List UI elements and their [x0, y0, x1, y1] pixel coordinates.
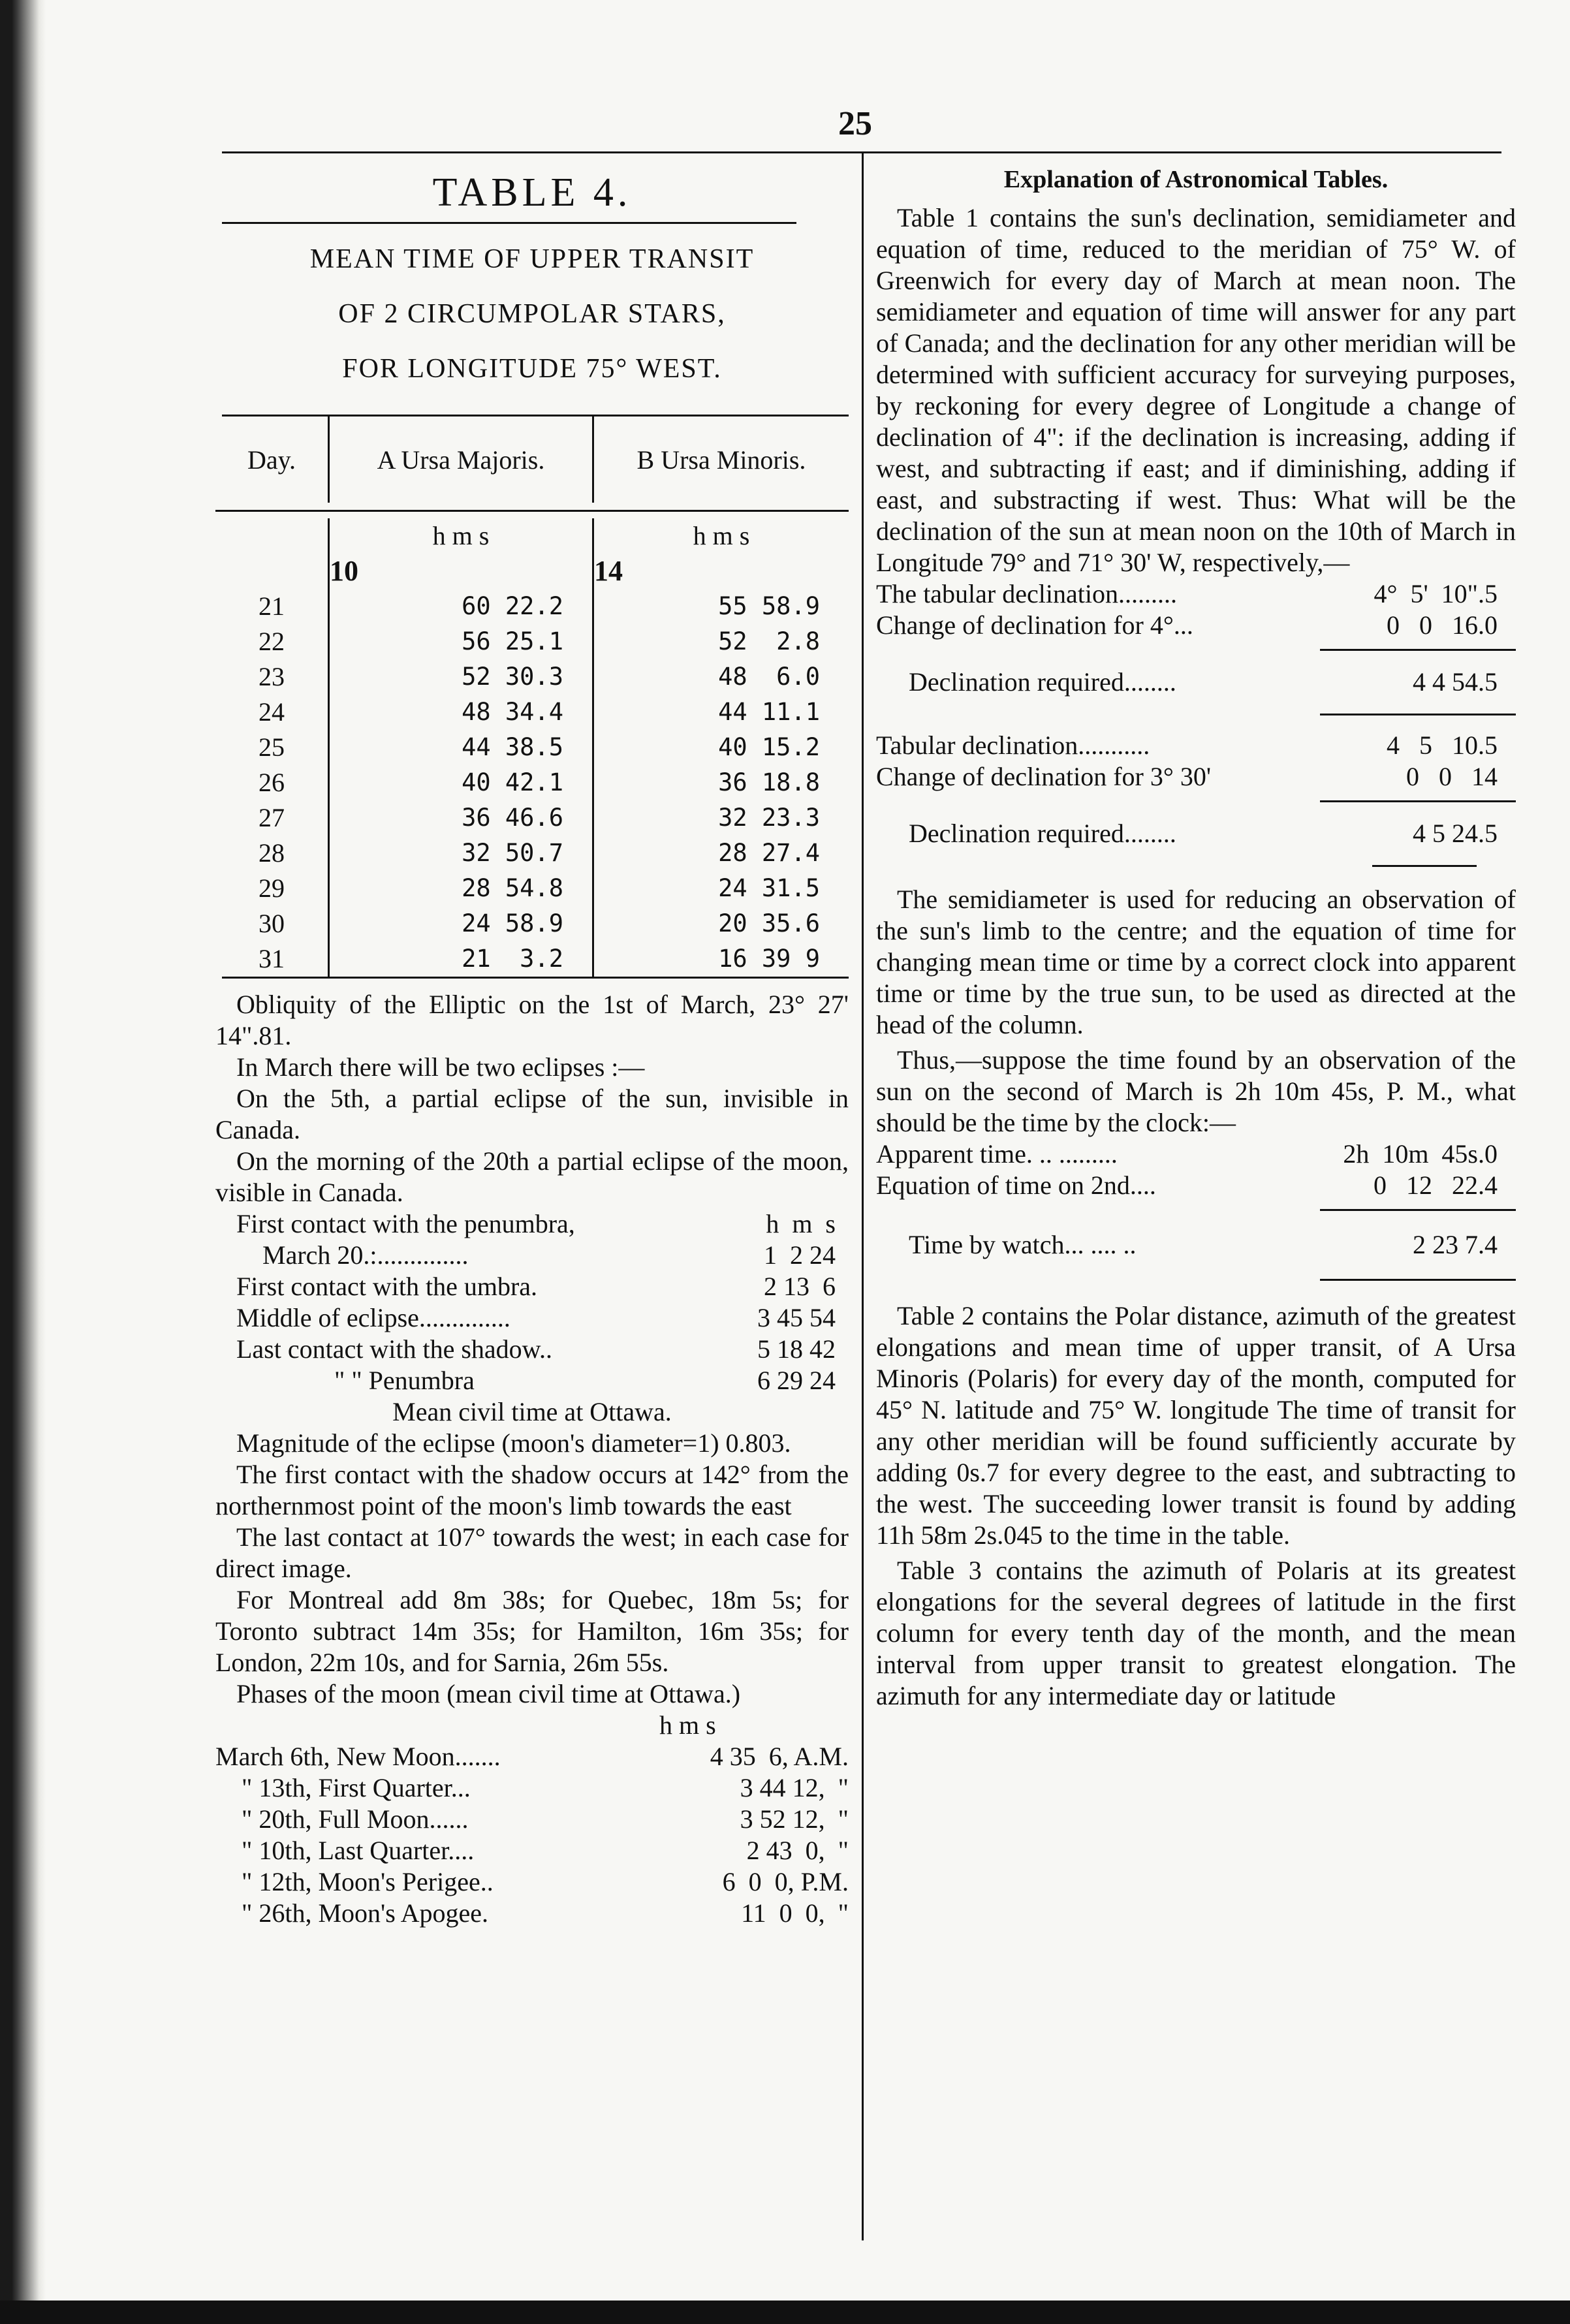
- line-value: 0 12 22.4: [1374, 1170, 1498, 1200]
- line-label: " 20th, Full Moon......: [242, 1804, 469, 1834]
- civil-time-note: Mean civil time at Ottawa.: [392, 1397, 672, 1426]
- line-label: March 20.:..............: [262, 1240, 469, 1270]
- ursa-minoris-cell: 52 2.8: [718, 627, 820, 655]
- line-value: h m s: [766, 1209, 836, 1238]
- result-value: 4 5 24.5: [1413, 819, 1498, 848]
- day-cell: 31: [215, 941, 329, 977]
- result-value: 2 23 7.4: [1413, 1230, 1498, 1259]
- paragraph: The semidiameter is used for reducing an observation of the sun's limb to the centre; and the equation of time for changing mean time or time by a correct clock into apparent time or time by the true sun, to be used as directed at the head of the column.: [876, 885, 1516, 1039]
- line-value: 3 44 12, ": [740, 1773, 849, 1802]
- line-label: " 12th, Moon's Perigee..: [242, 1867, 494, 1896]
- value-line: [236, 1302, 849, 1334]
- line-value: 1 2 24: [764, 1240, 836, 1270]
- value-line: [215, 1804, 849, 1835]
- units-cell: h m s: [693, 521, 750, 550]
- day-cell: 26: [215, 765, 329, 800]
- line-value: 0 0 14: [1406, 762, 1498, 791]
- calculation-result: [876, 651, 1516, 714]
- paragraph: Thus,—suppose the time found by an observation of the sun on the second of March is 2h 10m 45s, P. M., what should be the time by the clock:—: [876, 1045, 1516, 1137]
- paragraph: Table 1 contains the sun's declination, semidiameter and equation of time, reduced to the meridian of 75° W. of Greenwich for every day of March at mean noon. The semidiameter and equation of time will answer for any part of Canada; and the declination for any other meridian will be determined with sufficient accuracy for surveying purposes, by reckoning for every degree of Longitude a change of declination of 4": if the declination is increasing, adding if west, and subtracting if east; and if diminishing, adding if east, and substracting if west. Thus: What will be the declination of the sun at mean noon on the 10th of March in Longitude 79° and 71° 30' W, respectively,—: [876, 203, 1516, 577]
- table-row: [215, 800, 849, 836]
- ursa-minoris-cell: 44 11.1: [718, 698, 820, 726]
- day-cell: 23: [215, 659, 329, 695]
- eclipses-intro: In March there will be two eclipses :—: [236, 1052, 645, 1082]
- line-value: 2h 10m 45s.0: [1343, 1139, 1498, 1169]
- value-line: [215, 1741, 849, 1772]
- eclipse-contacts: [215, 1208, 849, 1396]
- ursa-majoris-cell: 56 25.1: [329, 624, 593, 659]
- day-cell: 21: [215, 589, 329, 624]
- ursa-majoris-cell: 24 58.9: [329, 906, 593, 941]
- col-header-ursa-majoris: A Ursa Majoris.: [329, 416, 593, 503]
- ursa-majoris-cell: 60 22.2: [329, 589, 593, 624]
- line-value: 0 0 16.0: [1387, 610, 1498, 640]
- line-value: 11 0 0, ": [741, 1898, 849, 1928]
- units-row: [215, 518, 849, 554]
- line-label: " 13th, First Quarter...: [242, 1773, 471, 1802]
- value-line: [236, 1334, 849, 1365]
- rule: [222, 977, 849, 979]
- scan-binding-edge: [0, 0, 46, 2324]
- ursa-minoris-cell: 32 23.3: [718, 804, 820, 832]
- ursa-minoris-cell: 20 35.6: [718, 909, 820, 937]
- moon-phases: [215, 1741, 849, 1929]
- eclipse-sun: On the 5th, a partial eclipse of the sun, invisible in Canada.: [215, 1084, 849, 1144]
- line-label: Equation of time on 2nd....: [876, 1170, 1156, 1200]
- line-value: 2 13 6: [764, 1272, 836, 1301]
- line-value: 4 5 10.5: [1387, 730, 1498, 760]
- explanation-title: Explanation of Astronomical Tables.: [1003, 166, 1389, 193]
- line-label: First contact with the umbra.: [236, 1272, 538, 1301]
- table-title: TABLE 4.: [432, 170, 632, 215]
- phases-intro: Phases of the moon (mean civil time at Ottawa.): [236, 1679, 741, 1708]
- page-number: 25: [838, 105, 872, 142]
- calculation-block: [876, 730, 1516, 793]
- table-row: [215, 730, 849, 765]
- line-label: " 26th, Moon's Apogee.: [242, 1898, 488, 1928]
- subtitle-line: MEAN TIME OF UPPER TRANSIT: [309, 244, 755, 274]
- day-cell: 28: [215, 836, 329, 871]
- line-label: Middle of eclipse..............: [236, 1303, 510, 1332]
- calculation-result: [876, 1211, 1516, 1279]
- line-value: 2 43 0, ": [746, 1836, 849, 1865]
- subtitle-line: FOR LONGITUDE 75° WEST.: [342, 354, 722, 384]
- line-label: Tabular declination...........: [876, 730, 1150, 760]
- calculation-result: [876, 802, 1516, 865]
- ursa-majoris-cell: 21 3.2: [329, 941, 593, 977]
- table-header-row: [215, 416, 849, 503]
- ursa-majoris-cell: 48 34.4: [329, 695, 593, 730]
- paragraph: Table 2 contains the Polar distance, azimuth of the greatest elongations and mean time of upper transit, of A Ursa Minoris (Polaris) for every day of the month, computed for 45° N. latitude and 75° W. longitude The time of transit for any other meridian will be found sufficiently accurate by adding 0s.7 for every degree to the east, and subtracting to the west. The succeeding lower transit is found by adding 11h 58m 2s.045 to the time in the table.: [876, 1301, 1516, 1550]
- ursa-majoris-cell: 32 50.7: [329, 836, 593, 871]
- result-label: Time by watch... .... ..: [909, 1230, 1137, 1259]
- table-row: [215, 765, 849, 800]
- magnitude-text: Magnitude of the eclipse (moon's diameter=1) 0.803.: [236, 1428, 791, 1458]
- ursa-minoris-cell: 24 31.5: [718, 874, 820, 902]
- line-value: 4 35 6, A.M.: [710, 1742, 849, 1771]
- line-value: 5 18 42: [757, 1334, 836, 1364]
- hour-cell: 14: [594, 555, 623, 587]
- left-column: [215, 157, 849, 1929]
- value-line: [876, 610, 1516, 641]
- table-row: [215, 871, 849, 906]
- day-cell: 27: [215, 800, 329, 836]
- line-label: Change of declination for 3° 30': [876, 762, 1212, 791]
- line-label: March 6th, New Moon.......: [215, 1742, 501, 1771]
- value-line: [876, 730, 1516, 761]
- value-line: [876, 1170, 1516, 1201]
- day-cell: 30: [215, 906, 329, 941]
- table-subtitle: [215, 224, 849, 415]
- obliquity-text: Obliquity of the Elliptic on the 1st of March, 23° 27' 14".81.: [215, 990, 849, 1050]
- value-line: [876, 761, 1516, 793]
- calculation-block: [876, 578, 1516, 641]
- day-cell: 22: [215, 624, 329, 659]
- ursa-minoris-cell: 28 27.4: [718, 839, 820, 867]
- value-line: [215, 1866, 849, 1898]
- line-value: 4° 5' 10".5: [1374, 579, 1498, 608]
- hours-row: [215, 554, 849, 589]
- line-label: " 10th, Last Quarter....: [242, 1836, 475, 1865]
- result-label: Declination required........: [909, 819, 1176, 848]
- subtitle-line: OF 2 CIRCUMPOLAR STARS,: [338, 299, 726, 329]
- value-line: [236, 1365, 849, 1396]
- value-line: [215, 1898, 849, 1929]
- table-row: [215, 941, 849, 977]
- transit-table: [215, 416, 849, 977]
- table-row: [215, 836, 849, 871]
- column-divider: [862, 151, 864, 2240]
- value-line: [876, 578, 1516, 610]
- hour-cell: 10: [329, 554, 593, 589]
- value-line: [876, 1138, 1516, 1170]
- rule: [215, 510, 849, 512]
- table-row: [215, 624, 849, 659]
- phases-units: h m s: [659, 1710, 716, 1740]
- value-line: [215, 1835, 849, 1866]
- rule: [1320, 1279, 1516, 1281]
- day-cell: 29: [215, 871, 329, 906]
- ursa-majoris-cell: 44 38.5: [329, 730, 593, 765]
- result-value: 4 4 54.5: [1413, 667, 1498, 697]
- line-label: Apparent time. .. .........: [876, 1139, 1118, 1169]
- ursa-majoris-cell: 28 54.8: [329, 871, 593, 906]
- units-cell: h m s: [329, 518, 593, 554]
- rule: [1320, 714, 1516, 715]
- line-label: The tabular declination.........: [876, 579, 1177, 608]
- paragraph: Table 3 contains the azimuth of Polaris at its greatest elongations for the several degrees of latitude in the first column for every tenth day of the month, and the mean interval from upper transit to greatest elongation. The azimuth for any intermediate day or latitude: [876, 1556, 1516, 1710]
- ursa-majoris-cell: 36 46.6: [329, 800, 593, 836]
- last-contact-text: The last contact at 107° towards the west; in each case for direct image.: [215, 1522, 849, 1583]
- table-row: [215, 589, 849, 624]
- value-line: [236, 1208, 849, 1240]
- line-value: 6 0 0, P.M.: [722, 1867, 849, 1896]
- line-value: 3 52 12, ": [740, 1804, 849, 1834]
- line-value: 3 45 54: [757, 1303, 836, 1332]
- ursa-minoris-cell: 16 39 9: [718, 945, 820, 973]
- table-row: [215, 659, 849, 695]
- right-column: [876, 157, 1516, 1712]
- day-cell: 25: [215, 730, 329, 765]
- line-value: 6 29 24: [757, 1366, 836, 1395]
- ursa-majoris-cell: 52 30.3: [329, 659, 593, 695]
- line-label: First contact with the penumbra,: [236, 1209, 575, 1238]
- value-line: [215, 1772, 849, 1804]
- ursa-minoris-cell: 36 18.8: [718, 768, 820, 796]
- table-row: [215, 906, 849, 941]
- day-cell: 24: [215, 695, 329, 730]
- value-line: [236, 1240, 849, 1271]
- value-line: [236, 1271, 849, 1302]
- col-header-day: Day.: [215, 416, 329, 503]
- col-header-ursa-minoris: B Ursa Minoris.: [636, 445, 806, 475]
- ursa-minoris-cell: 40 15.2: [718, 733, 820, 761]
- ursa-majoris-cell: 40 42.1: [329, 765, 593, 800]
- first-contact-text: The first contact with the shadow occurs at 142° from the northernmost point of the moon's limb towards the east: [215, 1460, 849, 1520]
- line-label: " " Penumbra: [334, 1366, 475, 1395]
- cities-text: For Montreal add 8m 38s; for Quebec, 18m 5s; for Toronto subtract 14m 35s; for Hamilton, 16m 35s; for London, 22m 10s, and for Sarnia, 26m 55s.: [215, 1585, 849, 1677]
- table-row: [215, 695, 849, 730]
- result-label: Declination required........: [909, 667, 1176, 697]
- ursa-minoris-cell: 48 6.0: [718, 663, 820, 691]
- line-label: Last contact with the shadow..: [236, 1334, 552, 1364]
- eclipse-moon: On the morning of the 20th a partial eclipse of the moon, visible in Canada.: [215, 1146, 849, 1207]
- scan-bottom-edge: [0, 2300, 1570, 2324]
- ursa-minoris-cell: 55 58.9: [718, 592, 820, 620]
- calculation-block: [876, 1138, 1516, 1201]
- rule: [1372, 865, 1477, 867]
- line-label: Change of declination for 4°...: [876, 610, 1193, 640]
